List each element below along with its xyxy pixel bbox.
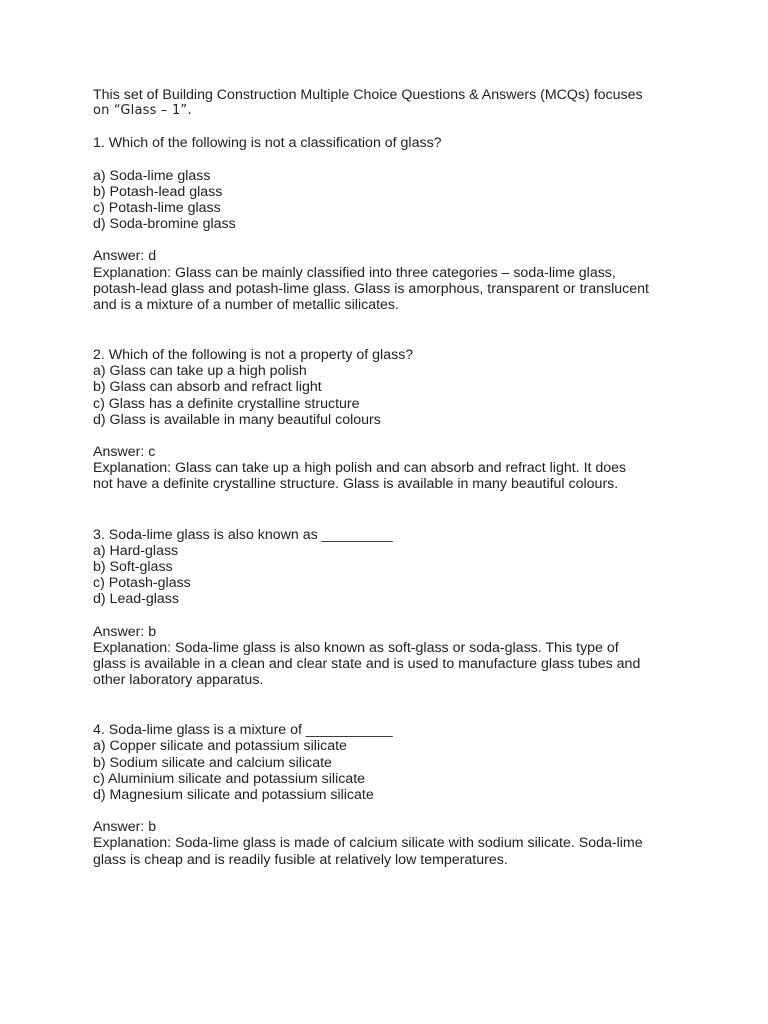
question-block-1 [93, 135, 693, 313]
options-list [93, 738, 693, 803]
intro-line: This set of Building Construction Multiple Choice Questions & Answers (MCQs) focuses [93, 87, 643, 103]
option-d: d) Glass is available in many beautiful colours [93, 411, 381, 428]
question-text: 4. Soda-lime glass is a mixture of ___________ [93, 722, 393, 739]
option-d: d) Lead-glass [93, 591, 179, 608]
explanation-line: potash-lead glass and potash-lime glass. Glass is amorphous, transparent or translucent [93, 280, 649, 297]
option-c: c) Potash-glass [93, 575, 191, 592]
option-b: b) Soft-glass [93, 558, 173, 575]
options-list [93, 543, 693, 608]
option-c: c) Glass has a definite crystalline structure [93, 395, 360, 412]
option-d: d) Soda-bromine glass [93, 216, 236, 233]
question-text: 3. Soda-lime glass is also known as _________ [93, 526, 393, 543]
answer-label: Answer: b [93, 819, 157, 836]
explanation-line: Explanation: Glass can be mainly classified into three categories – soda-lime glass, [93, 264, 616, 281]
answer-label: Answer: b [93, 623, 157, 640]
question-text: 2. Which of the following is not a property of glass? [93, 347, 414, 364]
option-c: c) Potash-lime glass [93, 199, 221, 216]
intro-line: on “Glass – 1”. [93, 103, 192, 119]
option-b: b) Sodium silicate and calcium silicate [93, 754, 332, 771]
option-d: d) Magnesium silicate and potassium silicate [93, 787, 374, 803]
answer-section [93, 819, 693, 868]
explanation-line: glass is available in a clean and clear state and is used to manufacture glass tubes and [93, 655, 641, 672]
options-list [93, 168, 693, 233]
option-a: a) Copper silicate and potassium silicate [93, 738, 347, 755]
explanation-line: and is a mixture of a number of metallic silicates. [93, 296, 399, 313]
explanation-line: Explanation: Soda-lime glass is also known as soft-glass or soda-glass. This type of [93, 639, 619, 656]
answer-label: Answer: d [93, 248, 157, 265]
option-b: b) Potash-lead glass [93, 183, 223, 200]
explanation-line: not have a definite crystalline structure. Glass is available in many beautiful colours. [93, 476, 619, 493]
explanation-line: glass is cheap and is readily fusible at relatively low temperatures. [93, 851, 508, 868]
explanation-line: other laboratory apparatus. [93, 672, 264, 689]
option-a: a) Soda-lime glass [93, 167, 211, 184]
answer-section [93, 624, 693, 689]
answer-label: Answer: c [93, 444, 156, 460]
question-block-3 [93, 527, 693, 689]
answer-section [93, 444, 693, 493]
option-b: b) Glass can absorb and refract light [93, 379, 322, 396]
option-c: c) Aluminium silicate and potassium silicate [93, 770, 366, 787]
options-list [93, 363, 693, 428]
question-block-4 [93, 722, 693, 868]
intro-paragraph [93, 87, 693, 119]
explanation-line: Explanation: Glass can take up a high polish and can absorb and refract light. It does [93, 460, 627, 477]
question-text: 1. Which of the following is not a classification of glass? [93, 135, 442, 152]
document-page [93, 87, 693, 902]
option-a: a) Glass can take up a high polish [93, 363, 307, 380]
option-a: a) Hard-glass [93, 542, 179, 559]
explanation-line: Explanation: Soda-lime glass is made of calcium silicate with sodium silicate. Soda-lime [93, 835, 643, 852]
question-block-2 [93, 347, 693, 493]
answer-section [93, 248, 693, 313]
